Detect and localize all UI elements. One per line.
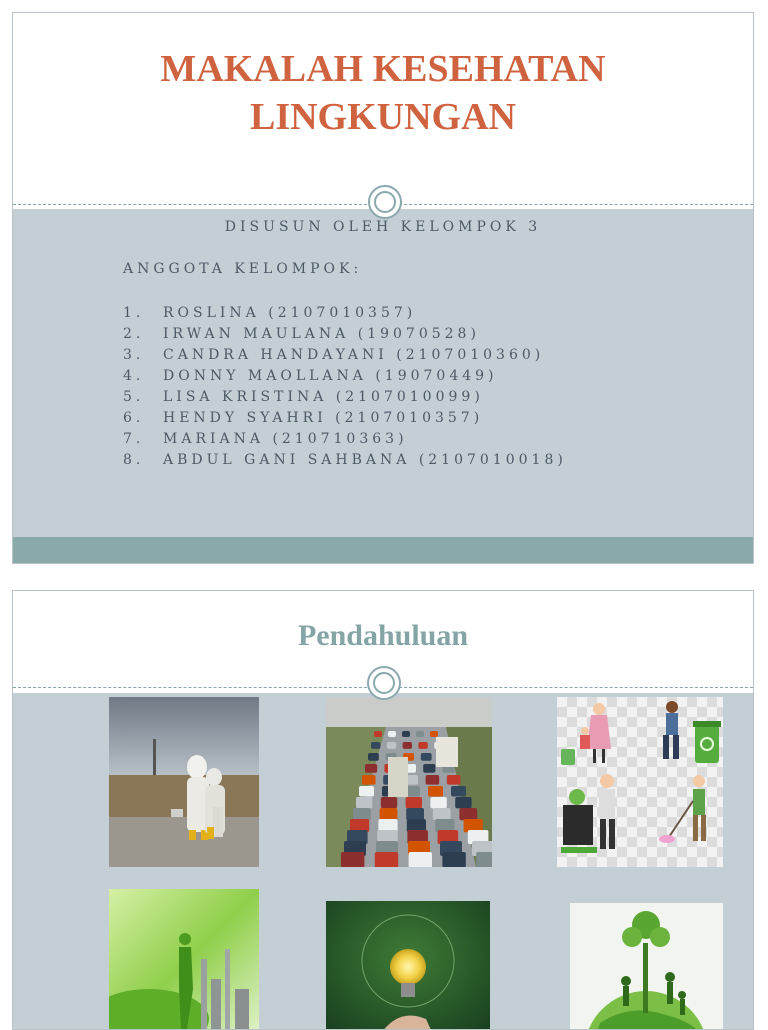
slide-title-line-2: LINGKUNGAN [249,96,517,138]
members-heading: ANGGOTA KELOMPOK: [123,261,363,277]
member-item [123,450,567,471]
recycling-illustration [557,697,723,867]
divider-ring-icon [368,185,402,219]
member-number: 5. [123,389,145,405]
slide-2-title: Pendahuluan [297,619,469,652]
member-item [123,387,567,408]
slide-2-content-area [13,693,753,1029]
member-name: CANDRA HANDAYANI (2107010360) [163,347,545,363]
member-name: HENDY SYAHRI (2107010357) [163,410,484,426]
member-item [123,366,567,387]
member-item [123,303,567,324]
member-name: ROSLINA (2107010357) [163,305,417,321]
member-name: DONNY MAOLLANA (19070449) [163,368,498,384]
member-number: 3. [123,347,145,363]
member-name: IRWAN MAULANA (19070528) [163,326,480,342]
light-bulb-photo [326,901,490,1030]
member-number: 4. [123,368,145,384]
slide-2 [12,590,754,1030]
footer-band [13,537,753,563]
globe-tree-photo [570,903,723,1030]
member-item [123,324,567,345]
member-item [123,345,567,366]
member-number: 8. [123,452,145,468]
hazmat-workers-photo [109,697,259,867]
slide-1-content-area [13,209,753,563]
slide-1 [12,12,754,564]
member-name: LISA KRISTINA (2107010099) [163,389,484,405]
slide-1-title-area [13,13,753,206]
member-name: ABDUL GANI SAHBANA (2107010018) [163,452,567,468]
slide-title-line-1: MAKALAH KESEHATAN [160,48,606,90]
subtitle: DISUSUN OLEH KELOMPOK 3 [224,219,542,235]
member-item [123,429,567,450]
member-item [123,408,567,429]
green-silhouette-photo [109,889,259,1030]
divider-ring-icon [367,666,401,700]
member-name: MARIANA (210710363) [163,431,408,447]
member-number: 7. [123,431,145,447]
member-number: 1. [123,305,145,321]
member-number: 6. [123,410,145,426]
traffic-jam-photo [326,697,492,867]
member-number: 2. [123,326,145,342]
members-list [123,303,567,471]
